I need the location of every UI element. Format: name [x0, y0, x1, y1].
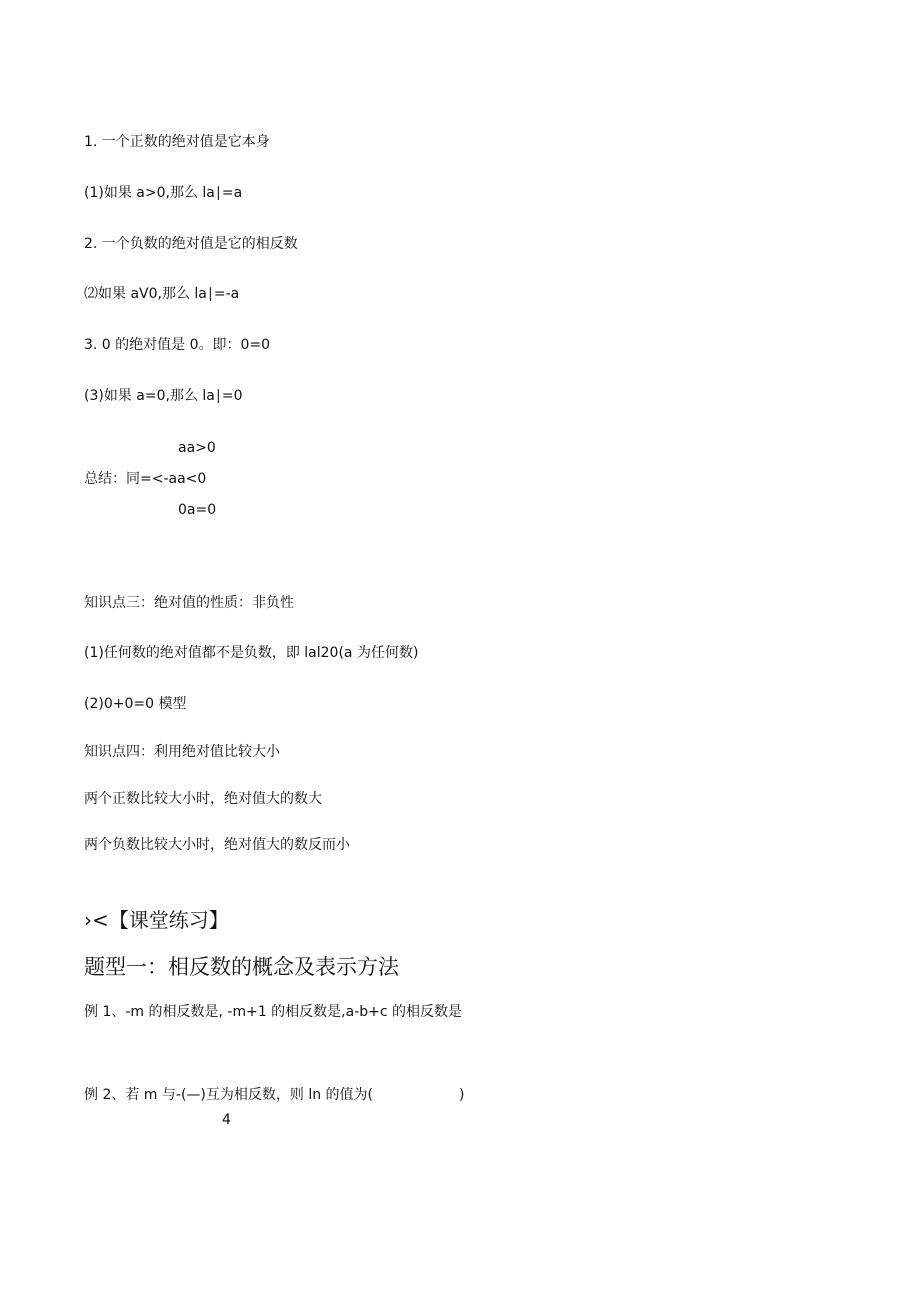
knowledge-point-3-item-1: (1)任何数的绝对值都不是负数，即 lal20(a 为任何数)	[84, 645, 419, 661]
summary-label: 总结：同=<-aa<0	[84, 471, 207, 487]
example-2-fraction-denominator: 4	[222, 1112, 231, 1128]
example-1: 例 1、-m 的相反数是, -m+1 的相反数是,a-b+c 的相反数是	[84, 1004, 463, 1020]
rule-2-title: 2. 一个负数的绝对值是它的相反数	[84, 236, 298, 252]
knowledge-point-4-title: 知识点四：利用绝对值比较大小	[84, 744, 280, 760]
rule-2-condition: ⑵如果 aV0,那么 la∣=-a	[84, 286, 240, 302]
knowledge-point-4-item-2: 两个负数比较大小时，绝对值大的数反而小	[84, 837, 350, 853]
rule-1-condition: (1)如果 a>0,那么 la∣=a	[84, 185, 243, 201]
rule-1-title: 1. 一个正数的绝对值是它本身	[84, 134, 270, 150]
summary-case-zero: 0a=0	[178, 502, 217, 518]
rule-3-title: 3. 0 的绝对值是 0。即：0=0	[84, 337, 271, 353]
knowledge-point-4-item-1: 两个正数比较大小时，绝对值大的数大	[84, 791, 322, 807]
practice-heading: ›<【课堂练习】	[84, 908, 229, 932]
knowledge-point-3-title: 知识点三：绝对值的性质：非负性	[84, 595, 294, 611]
example-2-text: 例 2、若 m 与-(—)互为相反数，则 ln 的值为(	[84, 1087, 373, 1103]
rule-3-condition: (3)如果 a=0,那么 la∣=0	[84, 388, 243, 404]
knowledge-point-3-item-2: (2)0+0=0 模型	[84, 696, 187, 712]
example-2-close-paren: )	[459, 1087, 465, 1103]
question-type-1-heading: 题型一：相反数的概念及表示方法	[84, 955, 399, 979]
summary-case-positive: aa>0	[178, 440, 216, 456]
example-2	[84, 1086, 464, 1104]
